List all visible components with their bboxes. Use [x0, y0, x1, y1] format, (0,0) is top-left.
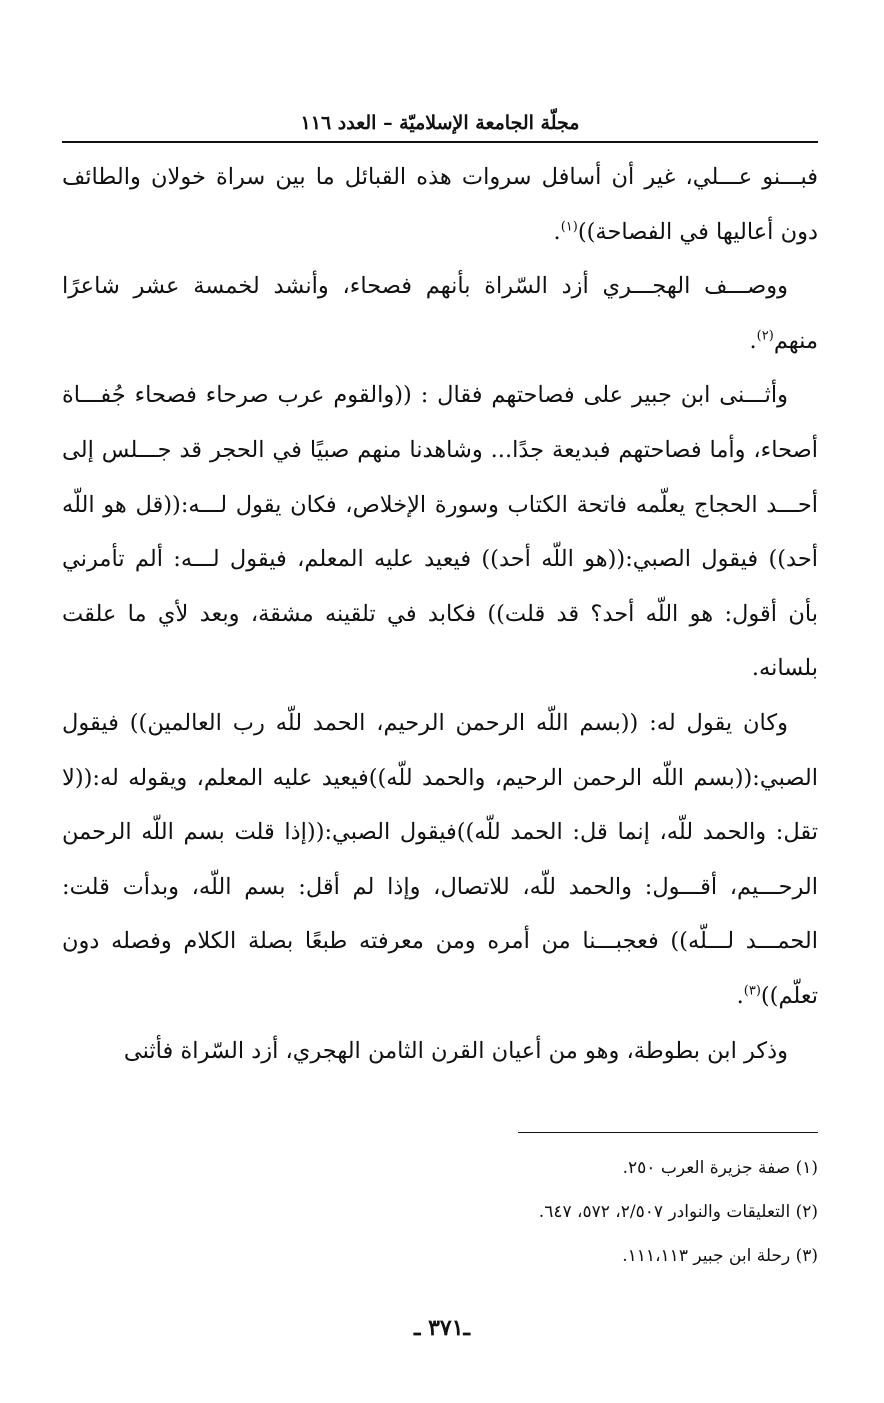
footnote-1: (١) صفة جزيرة العرب ٢٥٠. — [622, 1158, 818, 1178]
footnote-2: (٢) التعليقات والنوادر ٢/٥٠٧، ٥٧٢، ٦٤٧. — [538, 1202, 818, 1222]
page-number: ـ٣٧١ ـ — [413, 1315, 470, 1341]
footnote-rule — [518, 1132, 818, 1133]
footnote-ref-3[interactable]: (٣) — [743, 983, 761, 999]
paragraph-4-text: وكان يقول له: ((بسم اللّه الرحمن الرحيم، الحمد للّه رب العالمين)) فيقول الصبي:((بسم اللّه الرحمن الرحيم، والحمد للّه))فيعيد عليه المعلم، ويقوله له:((لا تقل: والحمد للّه، إنما قل: الحمد للّه))فيقول الصبي:((إذا قلت بسم اللّه الرحمن الرحـــيم، أقـــول: والحمد للّه، للاتصال، وإذا لم أقل: بسم اللّه، وبدأت قلت: الحمـــد لـــلّه)) فعجبـــنا من أمره ومن معرفته طبعًا بصلة الكلام وفصله دون تعلّم)) — [62, 709, 818, 1009]
footnote-ref-1[interactable]: (١) — [560, 219, 578, 235]
paragraph-1-text: فبـــنو عـــلي، غير أن أسافل سروات هذه القبائل ما بين سراة خولان والطائف دون أعاليها في الفصاحة)) — [62, 164, 818, 245]
paragraph-5-text: وذكر ابن بطوطة، وهو من أعيان القرن الثامن الهجري، أزد السّراة فأثنى — [123, 1037, 788, 1064]
body-text — [62, 150, 818, 1078]
paragraph-2-text: ووصـــف الهجـــري أزد السّراة بأنهم فصحاء، وأنشد لخمسة عشر شاعرًا منهم — [62, 273, 818, 354]
paragraph-5 — [62, 1024, 818, 1079]
header-rule — [62, 141, 818, 143]
paragraph-1: فبـــنو عـــلي، غير أن أسافل سروات هذه القبائل ما بين سراة خولان والطائف دون أعاليها في الفصاحة))$^{(١)}$. — [62, 164, 818, 245]
paragraph-2: ووصـــف الهجـــري أزد السّراة بأنهم فصحاء، وأنشد لخمسة عشر شاعرًا منهم$^{(٢)}$. — [62, 273, 818, 354]
footnote-3: (٣) رحلة ابن جبير ١١١،١١٣. — [622, 1246, 818, 1266]
paragraph-4: وكان يقول له: ((بسم اللّه الرحمن الرحيم، الحمد للّه رب العالمين)) فيقول الصبي:((بسم اللّه الرحمن الرحيم، والحمد للّه))فيعيد عليه المعلم، ويقوله له:((لا تقل: والحمد للّه، إنما قل: الحمد للّه))فيقول الصبي:((إذا قلت بسم اللّه الرحمن الرحـــيم، أقـــول: والحمد للّه، للاتصال، وإذا لم أقل: بسم اللّه، وبدأت قلت: الحمـــد لـــلّه)) فعجبـــنا من أمره ومن معرفته طبعًا بصلة الكلام وفصله دون تعلّم))$^{(٣)}$. — [62, 709, 818, 1009]
footnotes — [62, 1146, 818, 1278]
paragraph-3 — [62, 368, 818, 696]
footnote-ref-2[interactable]: (٢) — [756, 328, 774, 344]
running-header: مجلّة الجامعة الإسلاميّة – العدد ١١٦ — [300, 112, 580, 134]
paragraph-3-text: وأثـــنى ابن جبير على فصاحتهم فقال : ((والقوم عرب صرحاء فصحاء جُفـــاة أصحاء، وأما فصاحتهم فبديعة جدًا... وشاهدنا منهم صبيًا في الحجر قد جـــلس إلى أحـــد الحجاج يعلّمه فاتحة الكتاب وسورة الإخلاص، فكان يقول لـــه:((قل هو اللّه أحد)) فيقول الصبي:((هو اللّه أحد)) فيعيد عليه المعلم، فيقول لـــه: ألم تأمرني بأن أقول: هو اللّه أحد؟ قد قلت)) فكابد في تلقينه مشقة، وبعد لأي ما علقت بلسانه. — [62, 382, 818, 682]
